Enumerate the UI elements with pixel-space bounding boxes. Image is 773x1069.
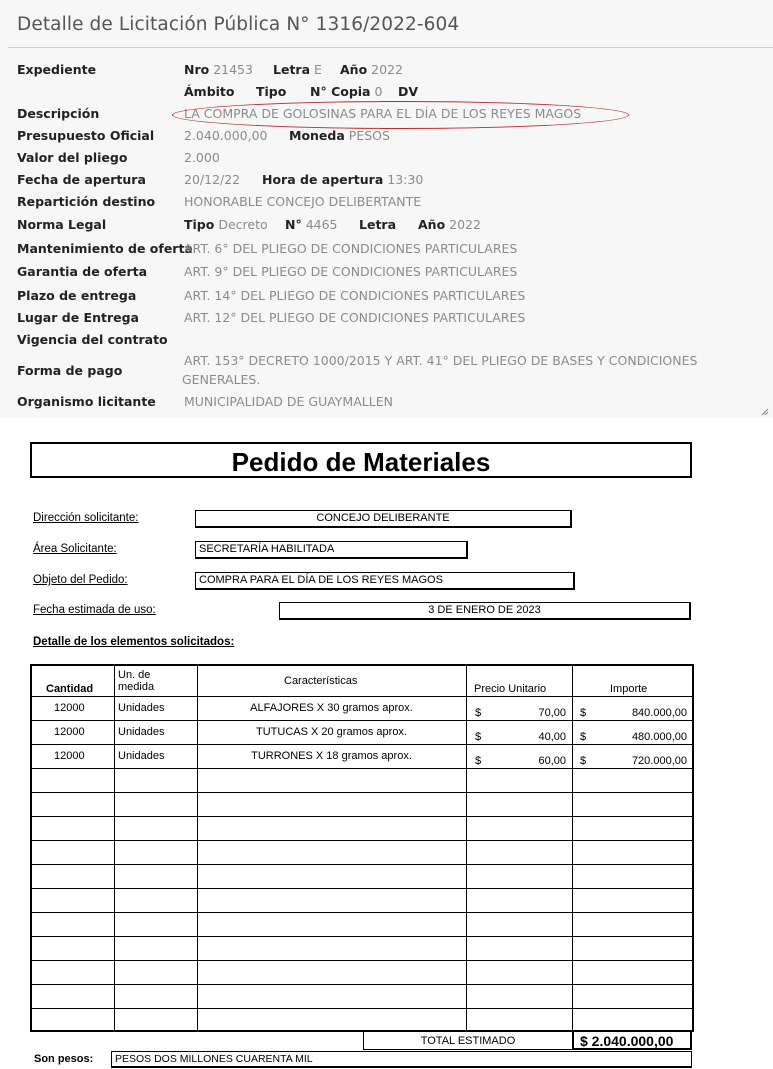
page-title: Detalle de Licitación Pública N° 1316/2022-604: [17, 14, 460, 35]
anio-label: Año: [340, 62, 368, 77]
norma-anio-value: 2022: [449, 217, 481, 232]
tipo-field: [256, 84, 286, 99]
anio-field: [340, 62, 403, 77]
norma-numero-field: [285, 217, 338, 232]
norma-tipo-label: Tipo: [184, 217, 215, 232]
item-caracteristicas: TUTUCAS X 20 gramos aprox.: [256, 726, 407, 738]
organismo-label: Organismo licitante: [17, 394, 156, 409]
item-importe: 480.000,00: [631, 731, 687, 743]
header-unidad: Un. de medida: [118, 669, 155, 693]
row-divider: [32, 984, 692, 985]
valor-pliego-value: 2.000: [184, 150, 220, 165]
copia-field: [310, 84, 382, 99]
valor-pliego-label: Valor del pliego: [17, 150, 128, 165]
item-caracteristicas: ALFAJORES X 30 gramos aprox.: [250, 702, 413, 714]
descripcion-label: Descripción: [17, 106, 100, 121]
letra-label: Letra: [273, 62, 311, 77]
area-label: Área Solicitante:: [33, 543, 117, 555]
norma-tipo-value: Decreto: [218, 217, 268, 232]
moneda-label: Moneda: [289, 128, 345, 143]
fecha-apertura-value: 20/12/22: [184, 172, 241, 187]
item-precio: 70,00: [538, 707, 566, 719]
currency-symbol: $: [475, 707, 482, 719]
son-pesos-label: Son pesos:: [34, 1053, 94, 1065]
descripcion-value: LA COMPRA DE GOLOSINAS PARA EL DÍA DE LOS REYES MAGOS: [184, 106, 582, 121]
item-cantidad: 12000: [54, 750, 85, 762]
row-divider: [32, 720, 692, 721]
mantenimiento-value: ART. 6° DEL PLIEGO DE CONDICIONES PARTICULARES: [184, 241, 518, 256]
hora-apertura-value: 13:30: [387, 172, 424, 187]
plazo-label: Plazo de entrega: [17, 288, 137, 303]
row-divider: [32, 936, 692, 937]
presupuesto-label: Presupuesto Oficial: [17, 128, 155, 143]
form-title: Pedido de Materiales: [30, 442, 692, 478]
norma-numero-label: N°: [285, 217, 302, 232]
garantia-label: Garantia de oferta: [17, 264, 148, 279]
lugar-label: Lugar de Entrega: [17, 310, 139, 325]
norma-letra-field: [359, 217, 396, 232]
anio-value: 2022: [371, 62, 403, 77]
item-precio: 60,00: [538, 755, 566, 767]
total-value: $ 2.040.000,00: [572, 1030, 692, 1050]
norma-anio-label: Año: [418, 217, 446, 232]
tipo-label: Tipo: [256, 84, 287, 99]
item-unidad: Unidades: [118, 726, 165, 738]
letra-value: E: [314, 62, 322, 77]
item-cantidad: 12000: [54, 726, 85, 738]
item-unidad: Unidades: [118, 750, 165, 762]
row-divider: [32, 792, 692, 793]
header-precio: Precio Unitario: [474, 683, 547, 695]
expediente-line1: [184, 62, 253, 77]
norma-letra-label: Letra: [359, 217, 397, 232]
son-pesos-value: PESOS DOS MILLONES CUARENTA MIL: [111, 1051, 692, 1068]
forma-pago-label: Forma de pago: [17, 363, 123, 378]
direccion-label: Dirección solicitante:: [33, 512, 139, 524]
item-cantidad: 12000: [54, 702, 85, 714]
header-cantidad: Cantidad: [46, 683, 94, 695]
objeto-value: COMPRA PARA EL DÍA DE LOS REYES MAGOS: [195, 572, 575, 590]
row-divider: [32, 768, 692, 769]
dv-field: [398, 84, 418, 99]
forma-pago-line2: GENERALES.: [182, 372, 261, 387]
copia-label: N° Copia: [310, 84, 371, 99]
copia-value: 0: [374, 84, 383, 99]
vigencia-label: Vigencia del contrato: [17, 332, 168, 347]
nro-value: 21453: [213, 62, 253, 77]
header-caracteristicas: Características: [284, 675, 358, 687]
currency-symbol: $: [580, 707, 587, 719]
item-importe: 720.000,00: [631, 755, 687, 767]
detalle-label: Detalle de los elementos solicitados:: [33, 636, 235, 648]
mantenimiento-label: Mantenimiento de oferta: [17, 241, 193, 256]
area-value: SECRETARÍA HABILITADA: [195, 541, 468, 559]
fecha-uso-label: Fecha estimada de uso:: [33, 604, 156, 616]
row-divider: [32, 888, 692, 889]
dv-label: DV: [398, 84, 419, 99]
resize-grip-icon[interactable]: [761, 408, 769, 416]
row-divider: [32, 696, 692, 697]
item-caracteristicas: TURRONES X 18 gramos aprox.: [251, 750, 412, 762]
organismo-value: MUNICIPALIDAD DE GUAYMALLEN: [184, 394, 393, 409]
items-table: [30, 664, 694, 1032]
title-divider: [8, 47, 773, 48]
fecha-uso-value: 3 DE ENERO DE 2023: [279, 602, 691, 620]
hora-apertura-label: Hora de apertura: [262, 172, 384, 187]
currency-symbol: $: [580, 755, 587, 767]
norma-anio-field: [418, 217, 481, 232]
moneda-field: [289, 128, 390, 143]
direccion-value: CONCEJO DELIBERANTE: [195, 510, 572, 528]
presupuesto-value: 2.040.000,00: [184, 128, 268, 143]
nro-label: Nro: [184, 62, 210, 77]
item-importe: 840.000,00: [631, 707, 687, 719]
plazo-value: ART. 14° DEL PLIEGO DE CONDICIONES PARTICULARES: [184, 288, 526, 303]
norma-numero-value: 4465: [305, 217, 338, 232]
letra-field: [273, 62, 322, 77]
norma-legal-label: Norma Legal: [17, 217, 107, 232]
norma-tipo-field: [184, 217, 268, 232]
forma-pago-line1: ART. 153° DECRETO 1000/2015 Y ART. 41° DEL PLIEGO DE BASES Y CONDICIONES: [184, 353, 698, 368]
licitacion-detail-panel: [0, 0, 773, 418]
expediente-label: Expediente: [17, 62, 97, 77]
hora-apertura-field: [262, 172, 423, 187]
currency-symbol: $: [475, 731, 482, 743]
row-divider: [32, 960, 692, 961]
row-divider: [32, 912, 692, 913]
objeto-label: Objeto del Pedido:: [33, 574, 128, 586]
total-label: TOTAL ESTIMADO: [363, 1032, 573, 1050]
row-divider: [32, 864, 692, 865]
lugar-value: ART. 12° DEL PLIEGO DE CONDICIONES PARTICULARES: [184, 310, 526, 325]
row-divider: [32, 744, 692, 745]
garantia-value: ART. 9° DEL PLIEGO DE CONDICIONES PARTICULARES: [184, 264, 518, 279]
row-divider: [32, 816, 692, 817]
item-unidad: Unidades: [118, 702, 165, 714]
row-divider: [32, 840, 692, 841]
moneda-value: PESOS: [348, 128, 390, 143]
item-precio: 40,00: [538, 731, 566, 743]
reparticion-value: HONORABLE CONCEJO DELIBERTANTE: [184, 194, 422, 209]
row-divider: [32, 1008, 692, 1009]
header-importe: Importe: [610, 683, 648, 695]
currency-symbol: $: [475, 755, 482, 767]
ambito-label: Ámbito: [184, 84, 235, 99]
currency-symbol: $: [580, 731, 587, 743]
reparticion-label: Repartición destino: [17, 194, 156, 209]
ambito-field: [184, 84, 235, 99]
fecha-apertura-label: Fecha de apertura: [17, 172, 146, 187]
